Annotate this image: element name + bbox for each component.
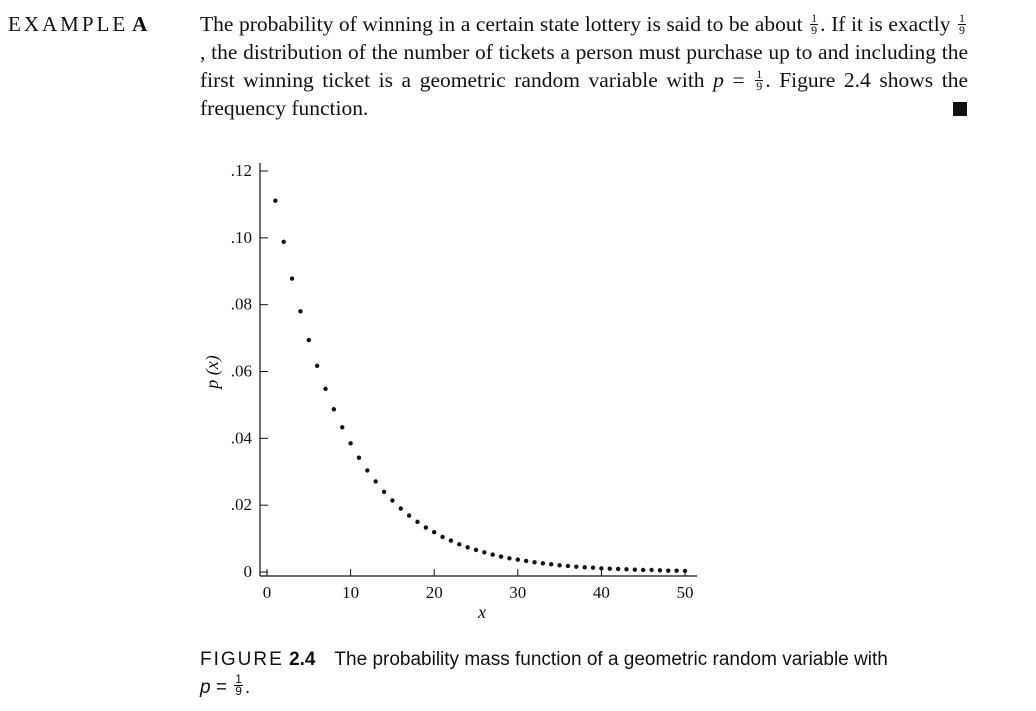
data-point bbox=[683, 569, 687, 573]
data-point bbox=[424, 525, 428, 529]
data-point bbox=[407, 513, 411, 517]
example-text-4: . Figure 2.4 shows the frequency function. bbox=[200, 68, 969, 120]
data-point bbox=[641, 568, 645, 572]
data-point bbox=[323, 387, 327, 391]
x-tick-label: 0 bbox=[262, 583, 272, 602]
data-point bbox=[532, 560, 536, 564]
data-point bbox=[582, 565, 586, 569]
x-axis-label: x bbox=[478, 602, 486, 622]
data-point bbox=[382, 490, 386, 494]
y-tick-label: .02 bbox=[230, 495, 252, 515]
data-point bbox=[624, 567, 628, 571]
example-text-1: The probability of winning in a certain state lottery is said to be about bbox=[200, 12, 803, 36]
data-point bbox=[465, 545, 469, 549]
caption-text: The probability mass function of a geometric random variable with bbox=[334, 649, 888, 670]
data-point bbox=[633, 567, 637, 571]
data-point bbox=[499, 554, 503, 558]
x-tick-label: 20 bbox=[425, 583, 443, 602]
chart-ticks bbox=[231, 161, 694, 602]
example-text-2: . If it is exactly bbox=[820, 12, 951, 36]
figure-caption bbox=[200, 646, 960, 702]
example-text-3: , the distribution of the number of tickets a person must purchase up to and including the first winning ticket is a geometric random variable with bbox=[200, 40, 968, 92]
data-point bbox=[290, 276, 294, 280]
data-point bbox=[432, 530, 436, 534]
fraction-one-ninth-2: $\frac{1}{9}$ bbox=[959, 10, 966, 37]
data-point bbox=[482, 550, 486, 554]
data-point bbox=[365, 468, 369, 472]
caption-figure-number: 2.4 bbox=[289, 649, 316, 670]
x-tick-label: 40 bbox=[592, 583, 610, 602]
data-point bbox=[524, 559, 528, 563]
caption-equals: = bbox=[210, 677, 233, 698]
data-point bbox=[307, 338, 311, 342]
data-point bbox=[557, 563, 561, 567]
data-point bbox=[348, 441, 352, 445]
caption-p-variable: p bbox=[200, 677, 211, 698]
chart-points bbox=[273, 199, 687, 574]
example-word: EXAMPLE bbox=[8, 12, 129, 36]
y-tick-label: .04 bbox=[230, 428, 252, 448]
data-point bbox=[574, 564, 578, 568]
data-point bbox=[566, 564, 570, 568]
x-tick-label: 50 bbox=[676, 583, 694, 602]
x-tick-label: 30 bbox=[509, 583, 527, 602]
data-point bbox=[298, 309, 302, 313]
chart-axes bbox=[260, 163, 697, 576]
data-point bbox=[373, 479, 377, 483]
data-point bbox=[608, 566, 612, 570]
data-point bbox=[340, 425, 344, 429]
data-point bbox=[507, 556, 511, 560]
data-point bbox=[599, 566, 603, 570]
data-point bbox=[399, 506, 403, 510]
data-point bbox=[549, 562, 553, 566]
data-point bbox=[541, 561, 545, 565]
data-point bbox=[273, 199, 277, 203]
data-point bbox=[491, 552, 495, 556]
data-point bbox=[440, 535, 444, 539]
data-point bbox=[457, 542, 461, 546]
example-letter: A bbox=[132, 12, 148, 36]
data-point bbox=[332, 407, 336, 411]
y-tick-label: 0 bbox=[243, 562, 252, 581]
data-point bbox=[658, 568, 662, 572]
data-point bbox=[449, 538, 453, 542]
y-tick-label: .12 bbox=[230, 161, 252, 180]
data-point bbox=[674, 568, 678, 572]
data-point bbox=[390, 498, 394, 502]
equals-sign: = bbox=[732, 68, 745, 92]
y-tick-label: .10 bbox=[230, 227, 252, 247]
data-point bbox=[666, 568, 670, 572]
data-point bbox=[315, 364, 319, 368]
data-point bbox=[415, 520, 419, 524]
fraction-one-ninth-3: $\frac{1}{9}$ bbox=[756, 66, 763, 93]
fraction-one-ninth-1: $\frac{1}{9}$ bbox=[811, 10, 818, 37]
x-tick-label: 10 bbox=[342, 583, 360, 602]
y-axis-label: p (x) bbox=[202, 355, 222, 389]
data-point bbox=[474, 548, 478, 552]
p-variable: p bbox=[713, 68, 724, 92]
data-point bbox=[616, 567, 620, 571]
data-point bbox=[516, 557, 520, 561]
data-point bbox=[649, 568, 653, 572]
data-point bbox=[357, 456, 361, 460]
y-tick-label: .08 bbox=[230, 294, 252, 314]
data-point bbox=[282, 240, 286, 244]
caption-end: . bbox=[244, 677, 251, 698]
data-point bbox=[591, 565, 595, 569]
caption-fraction-one-ninth: $\frac{1}{9}$ bbox=[235, 672, 242, 699]
y-tick-label: .06 bbox=[230, 361, 252, 381]
caption-figure-label: FIGURE bbox=[200, 649, 284, 670]
